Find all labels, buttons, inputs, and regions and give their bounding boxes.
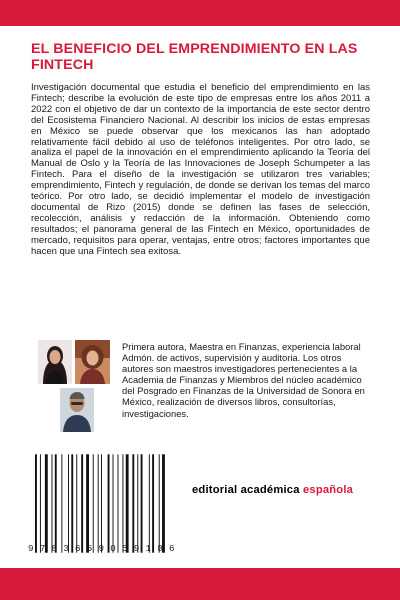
barcode-bar bbox=[152, 454, 154, 552]
author-bio: Primera autora, Maestra en Finanzas, experiencia laboral Admón. de activos, supervisión y auditoria. Los otros autores son maestros investigadores pertenecientes a la Academia de Finanzas y Miembros del núcleo académico del Posgrado en Finanzas de la Universidad de Sonora en México, realización de diversos libros, consultorías, investigaciones. bbox=[122, 341, 365, 419]
publisher-name: editorial académica bbox=[192, 484, 300, 496]
book-abstract: Investigación documental que estudia el beneficio del emprendimiento en las Fintech; describe la evolución de este tipo de empresas entre los años 2011 a 2022 con el objetivo de dar un contexto de la importancia de este sector dentro del Ecosistema Financiero Nacional. Al describir los inicios de estas empresas en México se puede observar que los mexicanos las han adoptado relativamente fácil debido al uso de teléfonos inteligentes. Por otro lado, se analiza el papel de la innovación en el emprendimiento aplicando la Teoría del Manual de Oslo y la Teoría de las Innovaciones de Joseph Schumpeter a las Fintech. Para el diseño de la investigación se utilizaron tres variables; emprendimiento, Fintech y regulación, de donde se derivan los temas del marco teórico. Por otro lado, se decidió implementar el modelo de investigación documental de Rizo (2015) donde se definen las fases de selección, recolección, análisis y redacción de la información. Obteniendo como resultados; el panorama general de las Fintech en México, oportunidades de mercado, requisitos para operar, ventajas, entre otros; factores importantes que hacen que una Fintech sea exitosa. bbox=[31, 82, 370, 257]
publisher-logo bbox=[192, 484, 377, 496]
isbn-digit: 1 bbox=[145, 543, 153, 554]
isbn-barcode bbox=[31, 452, 171, 555]
barcode-bar bbox=[159, 454, 160, 552]
author-photos bbox=[38, 340, 110, 432]
barcode-bar bbox=[126, 454, 129, 552]
isbn-digit: 5 bbox=[86, 543, 94, 554]
barcode-bar bbox=[162, 454, 165, 552]
isbn-digit: 3 bbox=[63, 543, 71, 554]
barcode-bar bbox=[137, 454, 138, 552]
author-photo-1 bbox=[38, 340, 72, 384]
barcode-bar bbox=[122, 454, 123, 552]
barcode-bar bbox=[132, 454, 134, 552]
barcode-bar bbox=[45, 454, 48, 552]
isbn-digit: 6 bbox=[75, 543, 82, 554]
isbn-digit: 5 bbox=[122, 543, 129, 554]
barcode-bar bbox=[86, 454, 89, 552]
isbn-digits bbox=[28, 543, 176, 554]
barcode-bar bbox=[55, 454, 57, 552]
isbn-digit: 9 bbox=[133, 543, 141, 554]
publisher-name-accent: española bbox=[302, 484, 354, 496]
barcode-bar bbox=[40, 454, 41, 552]
barcode-bar bbox=[76, 454, 77, 552]
barcode-bar bbox=[81, 454, 83, 552]
isbn-digit: 6 bbox=[169, 543, 176, 554]
barcode-bar bbox=[118, 454, 119, 552]
isbn-digit: 9 bbox=[98, 543, 106, 554]
barcode-bar bbox=[101, 454, 102, 552]
barcode-bar bbox=[93, 454, 94, 552]
isbn-digit: 8 bbox=[51, 543, 59, 554]
isbn-digit: 9 bbox=[28, 543, 35, 554]
isbn-digit: 0 bbox=[110, 543, 118, 554]
author-photo-2 bbox=[75, 340, 110, 384]
barcode-bar bbox=[71, 454, 73, 552]
barcode-bar bbox=[98, 454, 99, 552]
isbn-digit: 7 bbox=[39, 543, 47, 554]
barcode-bar bbox=[113, 454, 114, 552]
barcode-bar bbox=[141, 454, 143, 552]
bottom-color-bar bbox=[0, 568, 400, 600]
barcode-bar bbox=[68, 454, 69, 552]
barcode-bar bbox=[52, 454, 53, 552]
barcode-bar bbox=[149, 454, 150, 552]
barcode-bar bbox=[35, 454, 37, 552]
barcode-bar bbox=[61, 454, 62, 552]
book-title: EL BENEFICIO DEL EMPRENDIMIENTO EN LAS FINTECH bbox=[31, 41, 358, 73]
isbn-digit: 8 bbox=[157, 543, 165, 554]
top-color-bar bbox=[0, 0, 400, 26]
barcode-bar bbox=[108, 454, 110, 552]
author-photo-3 bbox=[60, 388, 94, 432]
